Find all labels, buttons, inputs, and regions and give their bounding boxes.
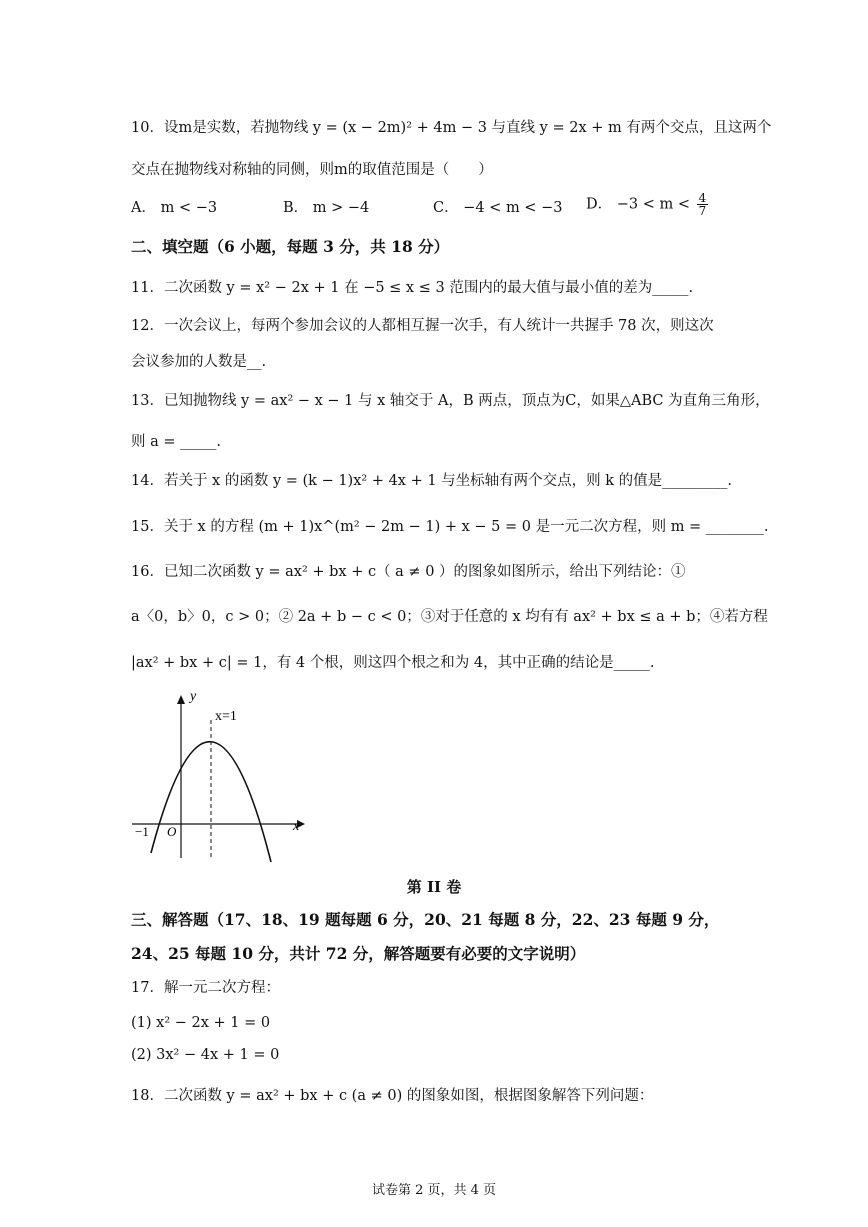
- question-14: 14．若关于 x 的函数 y = (k − 1)x² + 4x + 1 与坐标轴有两个交点，则 k 的值是_________.: [131, 473, 733, 489]
- y-axis-arrow: [177, 695, 185, 704]
- question-15: 15．关于 x 的方程 (m + 1)x^(m² − 2m − 1) + x − 5 = 0 是一元二次方程，则 m = ________.: [131, 519, 769, 535]
- q10-option-d-prefix: D． −3 < m <: [586, 196, 690, 213]
- q10-line1: 10．设m是实数，若抛物线 y = (x − 2m)² + 4m − 3 与直线 y = 2x + m 有两个交点，且这两个: [131, 120, 772, 136]
- section-2-heading: 二、填空题（6 小题，每题 3 分，共 18 分）: [131, 237, 450, 256]
- q10-option-c: C． −4 < m < −3: [433, 200, 563, 216]
- q16-line3: |ax² + bx + c| = 1，有 4 个根，则这四个根之和为 4，其中正确的结论是_____.: [131, 655, 655, 671]
- parabola-graph: [127, 690, 312, 862]
- page-footer: 试卷第 2 页，共 4 页: [371, 1183, 497, 1198]
- q12-line1: 12．一次会议上，每两个参加会议的人都相互握一次手，有人统计一共握手 78 次，则这次: [131, 318, 714, 334]
- fraction-numerator: 4: [698, 191, 707, 205]
- fraction-denominator: 7: [698, 204, 707, 218]
- parabola-curve: [151, 742, 271, 862]
- q13-line2: 则 a = _____.: [131, 434, 221, 450]
- q17-title: 17．解一元二次方程：: [131, 980, 280, 996]
- neg-one-label: −1: [135, 824, 149, 839]
- symmetry-axis-label: x=1: [215, 709, 237, 724]
- x-axis-label: x: [293, 819, 300, 834]
- q10-option-d-fraction: [697, 192, 709, 217]
- q10-option-b: B． m > −4: [283, 200, 370, 216]
- q12-line2: 会议参加的人数是__.: [131, 354, 267, 370]
- part-2-title: 第 II 卷: [406, 878, 462, 896]
- q10-option-a: A． m < −3: [131, 200, 218, 216]
- q17-part2: (2) 3x² − 4x + 1 = 0: [131, 1047, 280, 1063]
- y-axis-label: y: [190, 690, 197, 704]
- q16-line2: a〈0，b〉0，c > 0；② 2a + b − c < 0；③对于任意的 x 均有有 ax² + bx ≤ a + b；④若方程: [131, 609, 768, 625]
- q17-part1: (1) x² − 2x + 1 = 0: [131, 1015, 271, 1031]
- section-3-line2: 24、25 每题 10 分，共计 72 分，解答题要有必要的文字说明）: [131, 944, 586, 963]
- origin-label: O: [167, 824, 177, 839]
- q13-line1: 13．已知抛物线 y = ax² − x − 1 与 x 轴交于 A，B 两点，顶点为C，如果△ABC 为直角三角形，: [131, 393, 770, 409]
- question-11: 11．二次函数 y = x² − 2x + 1 在 −5 ≤ x ≤ 3 范围内的最大值与最小值的差为_____.: [131, 280, 694, 296]
- q16-line1: 16．已知二次函数 y = ax² + bx + c（ a ≠ 0 ）的图象如图所示，给出下列结论：①: [131, 564, 686, 580]
- q10-line2: 交点在抛物线对称轴的同侧，则m的取值范围是（ ）: [131, 162, 493, 178]
- q10-option-d: [586, 192, 708, 217]
- question-18: 18．二次函数 y = ax² + bx + c (a ≠ 0) 的图象如图，根据图象解答下列问题：: [131, 1088, 654, 1104]
- section-3-line1: 三、解答题（17、18、19 题每题 6 分，20、21 每题 8 分，22、23 每题 9 分，: [131, 910, 720, 929]
